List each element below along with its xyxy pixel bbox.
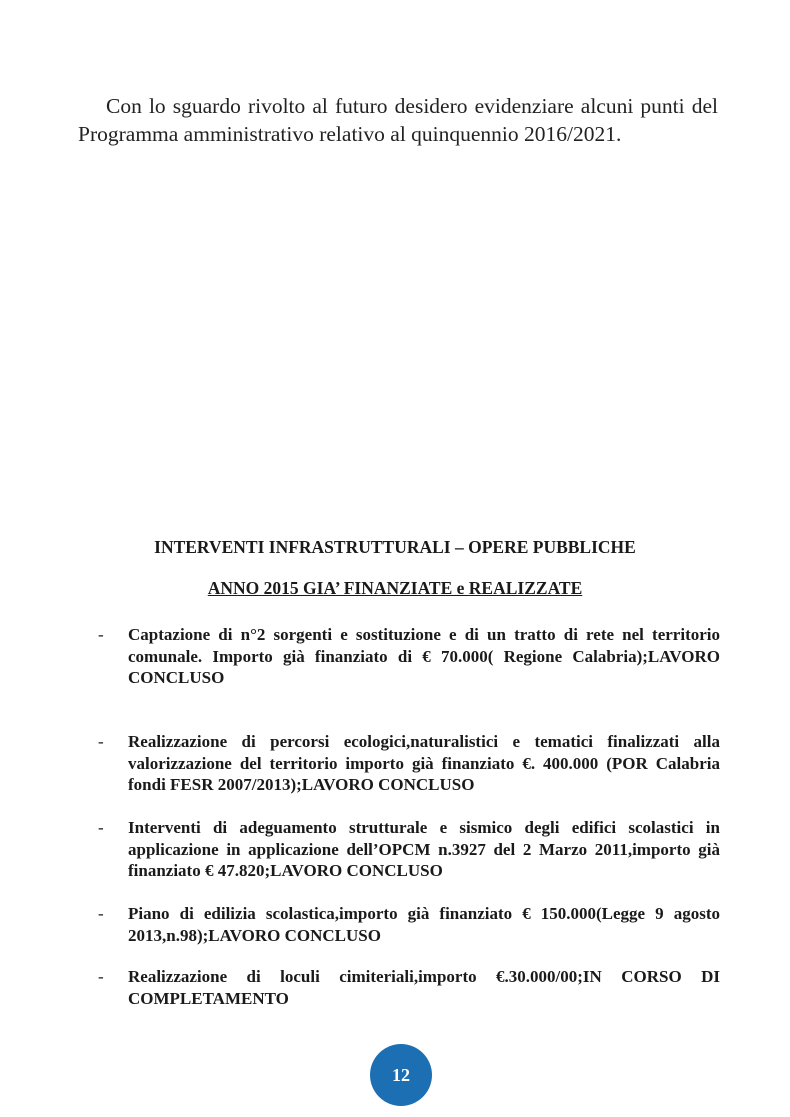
bullet-dash: - xyxy=(98,904,104,923)
page-number: 12 xyxy=(392,1064,410,1085)
section-subtitle-text: ANNO 2015 GIA’ FINANZIATE e REALIZZATE xyxy=(207,578,583,598)
list-item-text: Interventi di adeguamento strutturale e sismico degli edifici scolastici in applicazione in applicazione dell’OPCM n.3927 del 2 Marzo 2011,importo già finanziato € 47.820;LAVORO CONCLUSO xyxy=(128,818,720,880)
intro-paragraph: Con lo sguardo rivolto al futuro desidero evidenziare alcuni punti del Programma amministrativo relativo al quinquennio 2016/2021. xyxy=(78,94,718,146)
list-item xyxy=(98,624,720,689)
bullet-dash: - xyxy=(98,732,104,751)
list-item-text: Realizzazione di percorsi ecologici,naturalistici e tematici finalizzati alla valorizzazione del territorio importo già finanziato €. 400.000 (POR Calabria fondi FESR 2007/2013);LAVORO CONCLUSO xyxy=(128,732,720,794)
list-item-text: Realizzazione di loculi cimiteriali,importo €.30.000/00;IN CORSO DI COMPLETAMENTO xyxy=(128,967,720,1008)
section-title: INTERVENTI INFRASTRUTTURALI – OPERE PUBBLICHE xyxy=(154,537,636,557)
bullet-dash: - xyxy=(98,818,104,837)
bullet-dash: - xyxy=(98,625,104,644)
list-item-text: Captazione di n°2 sorgenti e sostituzione e di un tratto di rete nel territorio comunale. Importo già finanziato di € 70.000( Regione Calabria);LAVORO CONCLUSO xyxy=(128,625,720,687)
section-subtitle xyxy=(0,578,790,599)
list-item-text: Piano di edilizia scolastica,importo già finanziato € 150.000(Legge 9 agosto 2013,n.98);LAVORO CONCLUSO xyxy=(128,904,720,945)
bullet-dash: - xyxy=(98,967,104,986)
list-item xyxy=(98,903,720,946)
list-item xyxy=(98,731,720,796)
list-item xyxy=(98,966,720,1009)
page-number-badge xyxy=(370,1044,432,1106)
list-item xyxy=(98,817,720,882)
